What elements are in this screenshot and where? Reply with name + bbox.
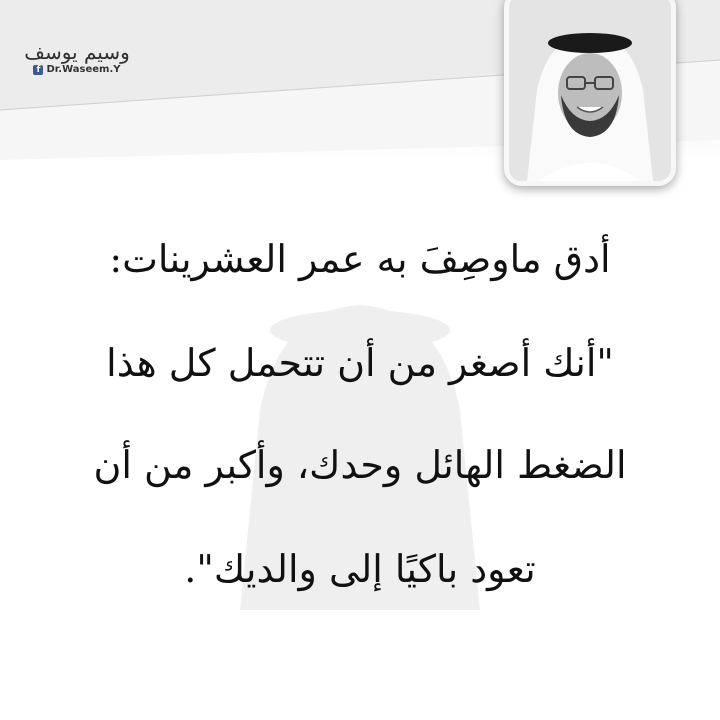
portrait-photo bbox=[504, 0, 676, 186]
facebook-icon: f bbox=[33, 65, 43, 75]
quote-text bbox=[80, 222, 640, 592]
brand-name: وسيم يوسف bbox=[24, 40, 130, 64]
quote-line-4: تعود باكيًا إلى والديك". bbox=[184, 547, 536, 591]
quote-line-1: أدق ماوصِفَ به عمر العشرينات: bbox=[109, 237, 611, 281]
quote-line-3: الضغط الهائل وحدك، وأكبر من أن bbox=[93, 443, 627, 487]
portrait-photo-icon bbox=[509, 0, 671, 181]
quote-line-2: "أنك أصغر من أن تتحمل كل هذا bbox=[106, 341, 614, 385]
brand-logo bbox=[22, 40, 132, 75]
brand-handle-row bbox=[22, 64, 132, 75]
brand-handle: Dr.Waseem.Y bbox=[46, 64, 121, 75]
